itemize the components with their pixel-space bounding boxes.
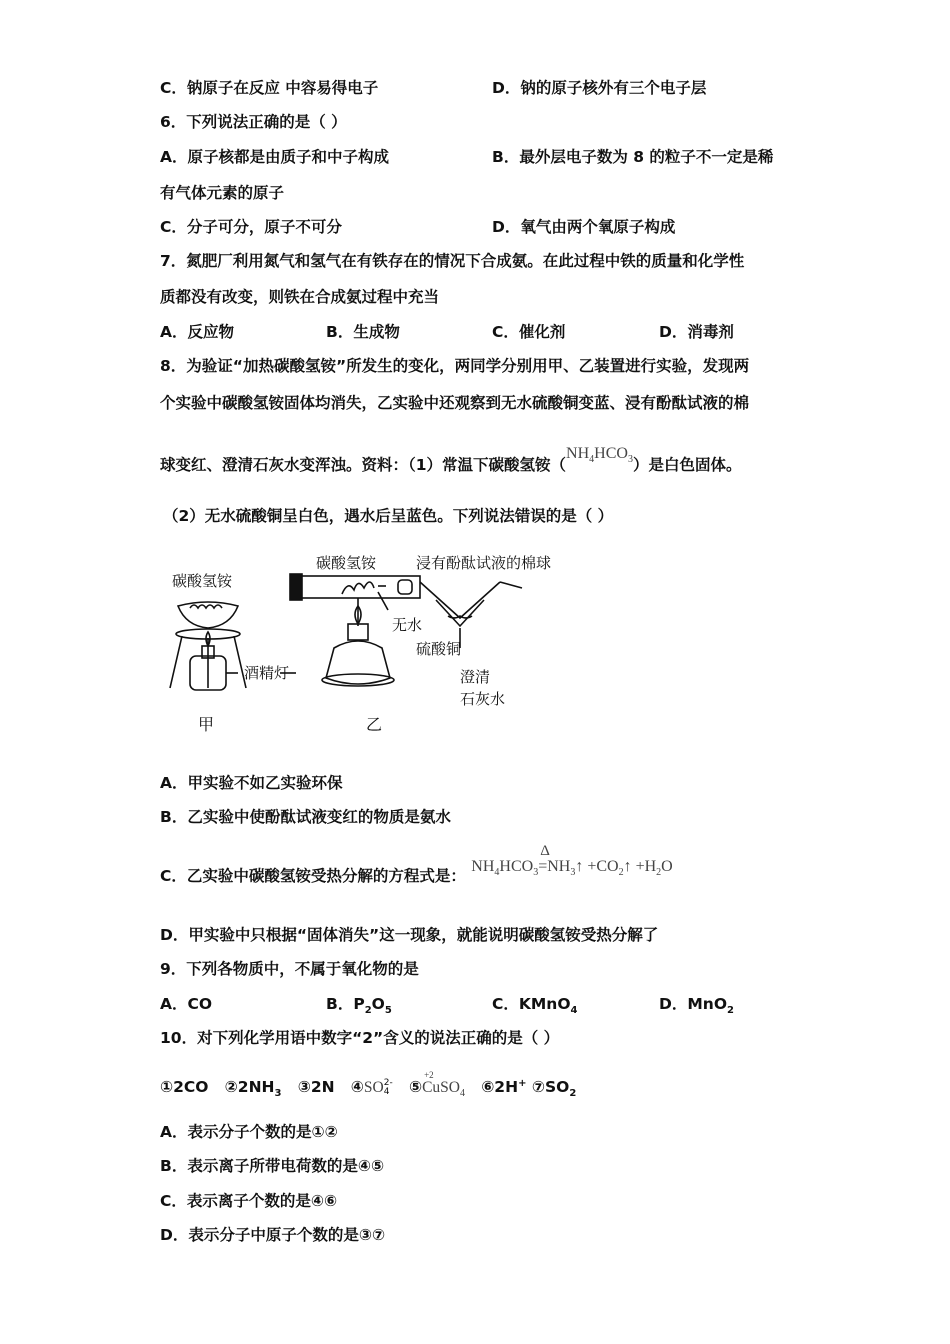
q6-option-c: C．分子可分，原子不可分	[160, 218, 342, 236]
q9-option-a: A．CO	[160, 995, 213, 1013]
yi-alcohol-lamp	[326, 641, 390, 684]
q7-option-d: D．消毒剂	[659, 323, 734, 341]
q7-option-c: C．催化剂	[492, 323, 566, 341]
q8-option-d: D．甲实验中只根据“固体消失”这一现象，就能说明碳酸氢铵受热分解了	[160, 926, 659, 944]
q8-stem-line3-a: 球变红、澄清石灰水变浑浊。资料：（1）常温下碳酸氢铵（	[160, 456, 567, 474]
q6-option-b-cont: 有气体元素的原子	[160, 184, 285, 202]
yi-v-tube-end	[500, 582, 522, 588]
q10-item-3: ③2N	[297, 1078, 335, 1097]
q10-option-c: C．表示离子个数的是④⑥	[160, 1192, 338, 1210]
q8-apparatus-figure	[160, 548, 600, 738]
yi-label-limewater: 石灰水	[460, 690, 506, 708]
q7-option-b: B．生成物	[326, 323, 400, 341]
q10-item-6: ⑥2H+	[481, 1078, 527, 1097]
nh4hco3-formula: $NH_4HCO_3$	[566, 445, 633, 466]
q7-stem-line2: 质都没有改变，则铁在合成氨过程中充当	[160, 288, 440, 306]
label-alcohol-lamp: 酒精灯	[244, 664, 290, 682]
q9-stem: 9．下列各物质中，不属于氧化物的是	[160, 960, 419, 978]
label-jia: 甲	[198, 715, 215, 734]
q10-option-b: B．表示离子所带电荷数的是④⑤	[160, 1157, 385, 1175]
q10-option-d: D．表示分子中原子个数的是③⑦	[160, 1226, 386, 1244]
q10-item-7: $⑦SO_2$	[531, 1078, 577, 1100]
q8-option-c-text: C．乙实验中碳酸氢铵受热分解的方程式是：	[160, 867, 466, 885]
jia-label-bicarbonate: 碳酸氢铵	[172, 572, 233, 590]
jia-sample	[190, 605, 222, 608]
yi-cotton-ball	[398, 580, 412, 594]
q8-stem-line2: 个实验中碳酸氢铵固体均消失，乙实验中还观察到无水硫酸铜变蓝、浸有酚酞试液的棉	[160, 394, 750, 412]
q8-option-b: B．乙实验中使酚酞试液变红的物质是氨水	[160, 808, 451, 826]
heat-equals-sign: Δ =	[538, 843, 550, 875]
decomposition-equation: $NH_4HCO_3$ Δ $=NH_3↑$ $+CO_2↑ +H_2O$	[471, 843, 673, 879]
q10-symbols	[160, 1070, 577, 1104]
yi-label-anhydrous: 无水	[392, 616, 423, 634]
q9-option-d: D．MnO$_2$	[659, 995, 734, 1017]
q7-option-a: A．反应物	[160, 323, 234, 341]
label-yi: 乙	[366, 715, 383, 734]
yi-bicarbonate-sample	[342, 582, 374, 594]
yi-label-clear: 澄清	[460, 668, 491, 686]
q9-option-b: B．$P_2O_5$	[326, 995, 392, 1017]
q8-stem-line3	[160, 445, 742, 482]
yi-label-cuso4: 硫酸铜	[416, 640, 462, 658]
q10-item-2: $②2NH_3$	[224, 1078, 282, 1100]
q5-option-d: D．钠的原子核外有三个电子层	[492, 79, 707, 97]
q8-stem-line3-b: ）是白色固体。	[632, 456, 742, 474]
q10-item-4: ④SO 2- 4	[350, 1077, 393, 1097]
yi-label-bicarbonate: 碳酸氢铵	[316, 554, 377, 572]
q9-option-c: C．KMnO$_4$	[492, 995, 578, 1017]
q6-stem: 6．下列说法正确的是（ ）	[160, 113, 347, 131]
q7-stem-line1: 7．氮肥厂利用氮气和氢气在有铁存在的情况下合成氨。在此过程中铁的质量和化学性	[160, 252, 745, 270]
jia-tripod-leg-left	[170, 636, 182, 688]
q8-option-a: A．甲实验不如乙实验环保	[160, 774, 343, 792]
yi-lamp-wick	[348, 624, 368, 640]
q10-item-1: ①2CO	[160, 1078, 209, 1097]
q6-option-d: D．氧气由两个氧原子构成	[492, 218, 676, 236]
q6-option-a: A．原子核都是由质子和中子构成	[160, 148, 389, 166]
jia-tripod-ring	[176, 629, 240, 639]
q8-stem-line1: 8．为验证“加热碳酸氢铵”所发生的变化，两同学分别用甲、乙装置进行实验，发现两	[160, 357, 750, 375]
yi-v-tube	[420, 582, 500, 618]
yi-anhydrous-pointer	[378, 592, 388, 610]
q10-item-5: ⑤ +2 CuSO$_4$	[408, 1070, 465, 1100]
q6-option-b: B．最外层电子数为 8 的粒子不一定是稀	[492, 148, 774, 166]
yi-label-cotton: 浸有酚酞试液的棉球	[416, 554, 552, 572]
q8-option-c	[160, 843, 673, 893]
q10-stem: 10．对下列化学用语中数字“2”含义的说法正确的是（ ）	[160, 1029, 560, 1047]
q8-stem-line4: （2）无水硫酸铜呈白色，遇水后呈蓝色。下列说法错误的是（ ）	[163, 507, 614, 525]
q5-option-c: C．钠原子在反应 中容易得电子	[160, 79, 379, 97]
q10-option-a: A．表示分子个数的是①②	[160, 1123, 338, 1141]
yi-stopper	[290, 574, 302, 600]
